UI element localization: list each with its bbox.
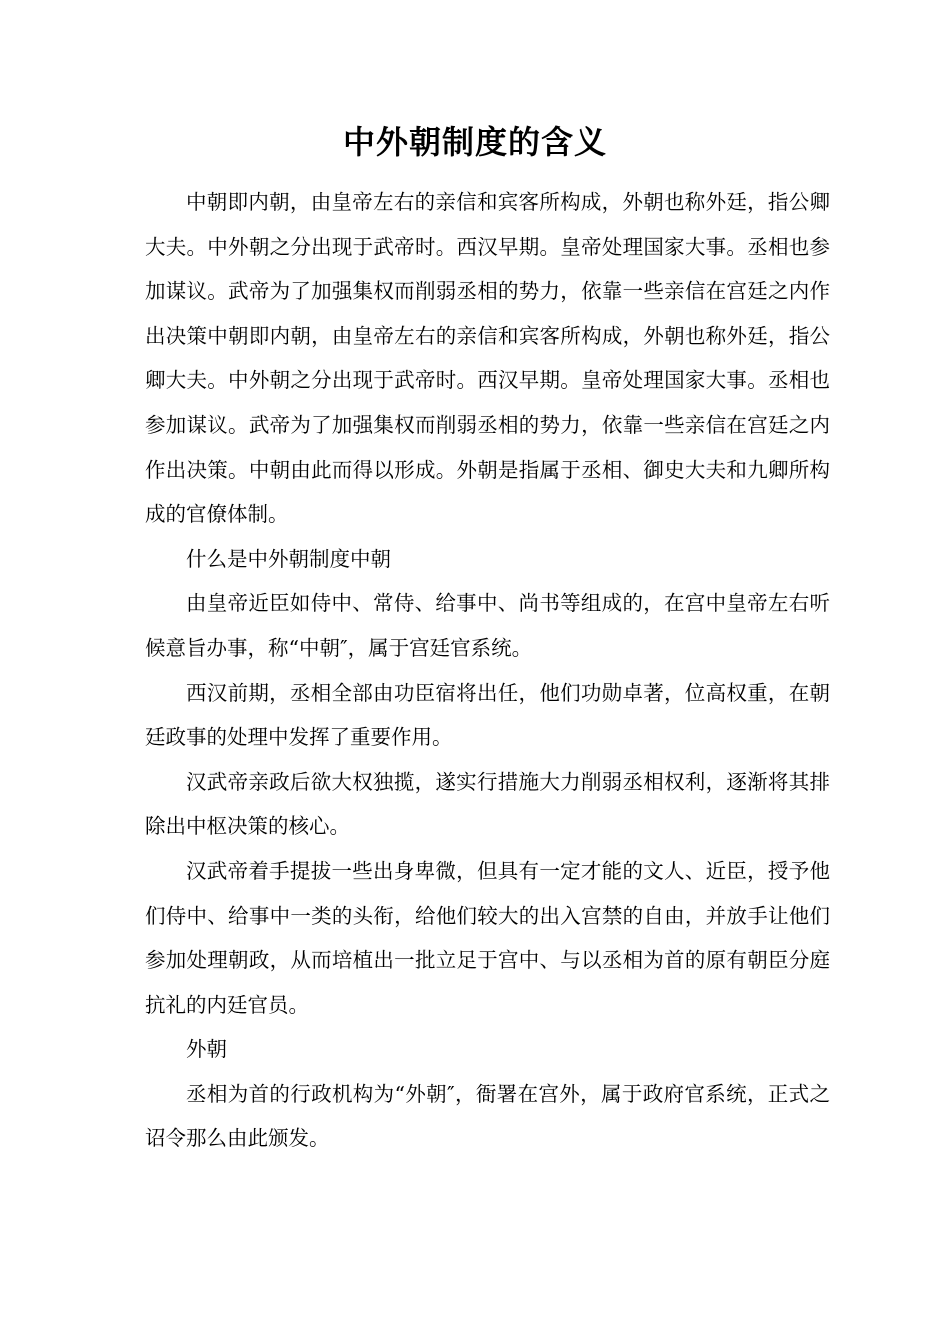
paragraph-heading-inner-court: 什么是中外朝制度中朝 [186, 546, 391, 571]
paragraph-inner-court-members: 由皇帝近臣如侍中、常侍、给事中、尚书等组成的，在宫中皇帝左右听候意旨办事，称“中朝″，属于宫廷官系统。 [145, 591, 830, 660]
paragraph-outer-court: 丞相为首的行政机构为“外朝″，衙署在宫外，属于政府官系统，正式之诏令那么由此颁发。 [145, 1081, 830, 1151]
paragraph-definition: 中朝即内朝，由皇帝左右的亲信和宾客所构成，外朝也称外廷，指公卿大夫。中外朝之分出现于武帝时。西汉早期。皇帝处理国家大事。丞相也参加谋议。武帝为了加强集权而削弱丞相的势力，依靠一些亲信在宫廷之内作出决策中朝即内朝，由皇帝左右的亲信和宾客所构成，外朝也称外廷，指公卿大夫。中外朝之分出现于武帝时。西汉早期。皇帝处理国家大事。丞相也参加谋议。武帝为了加强集权而削弱丞相的势力，依靠一些亲信在宫廷之内作出决策。中朝由此而得以形成。外朝是指属于丞相、御史大夫和九卿所构成的官僚体制。 [145, 190, 830, 527]
document-body [145, 180, 830, 1161]
paragraph-heading-outer-court: 外朝 [186, 1037, 227, 1062]
paragraph-emperor-wu-power: 汉武帝亲政后欲大权独揽，遂实行措施大力削弱丞相权利，逐渐将其排除出中枢决策的核心。 [145, 769, 830, 839]
paragraph-early-han: 西汉前期，丞相全部由功臣宿将出任，他们功勋卓著，位高权重，在朝廷政事的处理中发挥了重要作用。 [145, 680, 830, 750]
paragraph-emperor-wu-promotion: 汉武帝着手提拔一些出身卑微，但具有一定才能的文人、近臣，授予他们侍中、给事中一类的头衔，给他们较大的出入宫禁的自由，并放手让他们参加处理朝政，从而培植出一批立足于宫中、与以丞相为首的原有朝臣分庭抗礼的内廷官员。 [145, 858, 830, 1017]
document-title: 中外朝制度的含义 [342, 123, 607, 161]
